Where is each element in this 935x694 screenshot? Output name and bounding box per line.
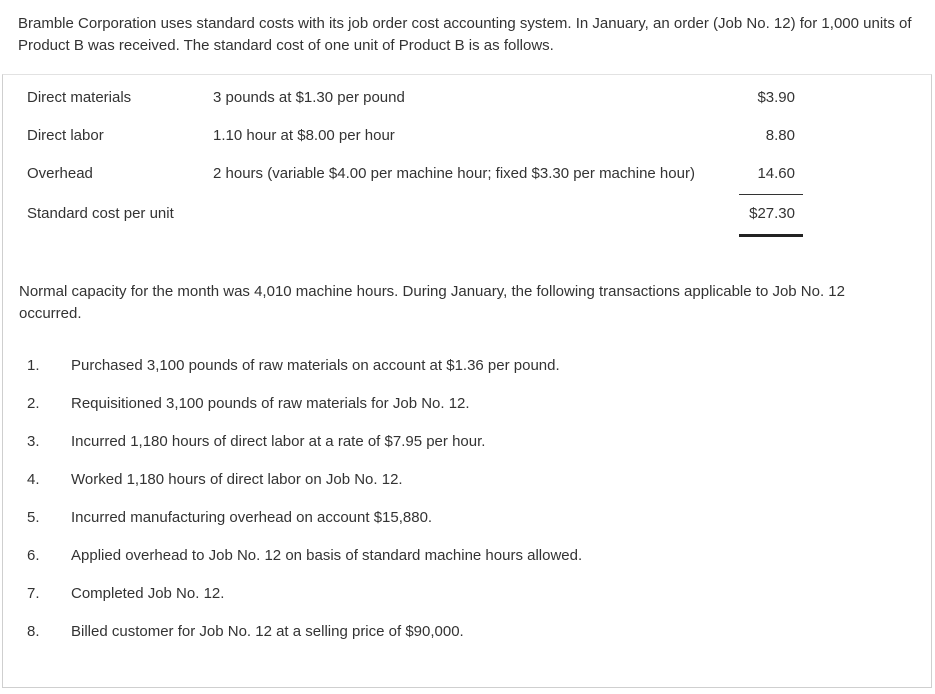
transaction-number: 3. (27, 433, 40, 450)
transaction-item (3, 355, 933, 377)
transaction-text: Billed customer for Job No. 12 at a selling price of $90,000. (71, 623, 464, 640)
transaction-item (3, 621, 933, 643)
transaction-text: Worked 1,180 hours of direct labor on Job No. 12. (71, 471, 403, 488)
cost-amount: $3.90 (757, 89, 795, 106)
transaction-number: 8. (27, 623, 40, 640)
transaction-item (3, 545, 933, 567)
cost-amount: 8.80 (765, 127, 795, 144)
transaction-item (3, 393, 933, 415)
total-amount: $27.30 (749, 205, 795, 222)
transaction-text: Incurred 1,180 hours of direct labor at a rate of $7.95 per hour. (71, 433, 486, 450)
intro-text: Bramble Corporation uses standard costs with its job order cost accounting system. In January, an order (Job No. 12) for 1,000 units of Product B was received. The standard cost of one unit of Product B is as follows. (18, 15, 912, 54)
transaction-number: 2. (27, 395, 40, 412)
subtotal-rule (739, 194, 803, 195)
transaction-number: 1. (27, 357, 40, 374)
total-double-rule (739, 234, 803, 237)
transaction-number: 5. (27, 509, 40, 526)
transaction-text: Purchased 3,100 pounds of raw materials on account at $1.36 per pound. (71, 357, 560, 374)
cost-amount: 14.60 (757, 165, 795, 182)
cost-row-direct-materials (3, 87, 933, 109)
total-label: Standard cost per unit (27, 205, 174, 222)
transaction-item (3, 507, 933, 529)
transaction-item (3, 583, 933, 605)
cost-row-direct-labor (3, 125, 933, 147)
transaction-item (3, 469, 933, 491)
transaction-text: Incurred manufacturing overhead on account $15,880. (71, 509, 433, 526)
cost-description: 3 pounds at $1.30 per pound (213, 89, 405, 106)
transaction-text: Applied overhead to Job No. 12 on basis of standard machine hours allowed. (71, 547, 583, 564)
cost-row-overhead (3, 163, 933, 185)
transaction-number: 7. (27, 585, 40, 602)
cost-description: 2 hours (variable $4.00 per machine hour; fixed $3.30 per machine hour) (213, 165, 695, 182)
transaction-text: Requisitioned 3,100 pounds of raw materials for Job No. 12. (71, 395, 470, 412)
transaction-number: 6. (27, 547, 40, 564)
capacity-paragraph: Normal capacity for the month was 4,010 machine hours. During January, the following transactions applicable to Job No. 12 occurred. (19, 283, 845, 322)
cost-description: 1.10 hour at $8.00 per hour (213, 127, 395, 144)
cost-label: Direct labor (27, 127, 104, 144)
transaction-item (3, 431, 933, 453)
cost-label: Direct materials (27, 89, 132, 106)
problem-panel (2, 74, 932, 688)
intro-section (0, 0, 935, 74)
cost-row-total (3, 203, 933, 225)
cost-label: Overhead (27, 165, 93, 182)
transaction-text: Completed Job No. 12. (71, 585, 225, 602)
transaction-number: 4. (27, 471, 40, 488)
